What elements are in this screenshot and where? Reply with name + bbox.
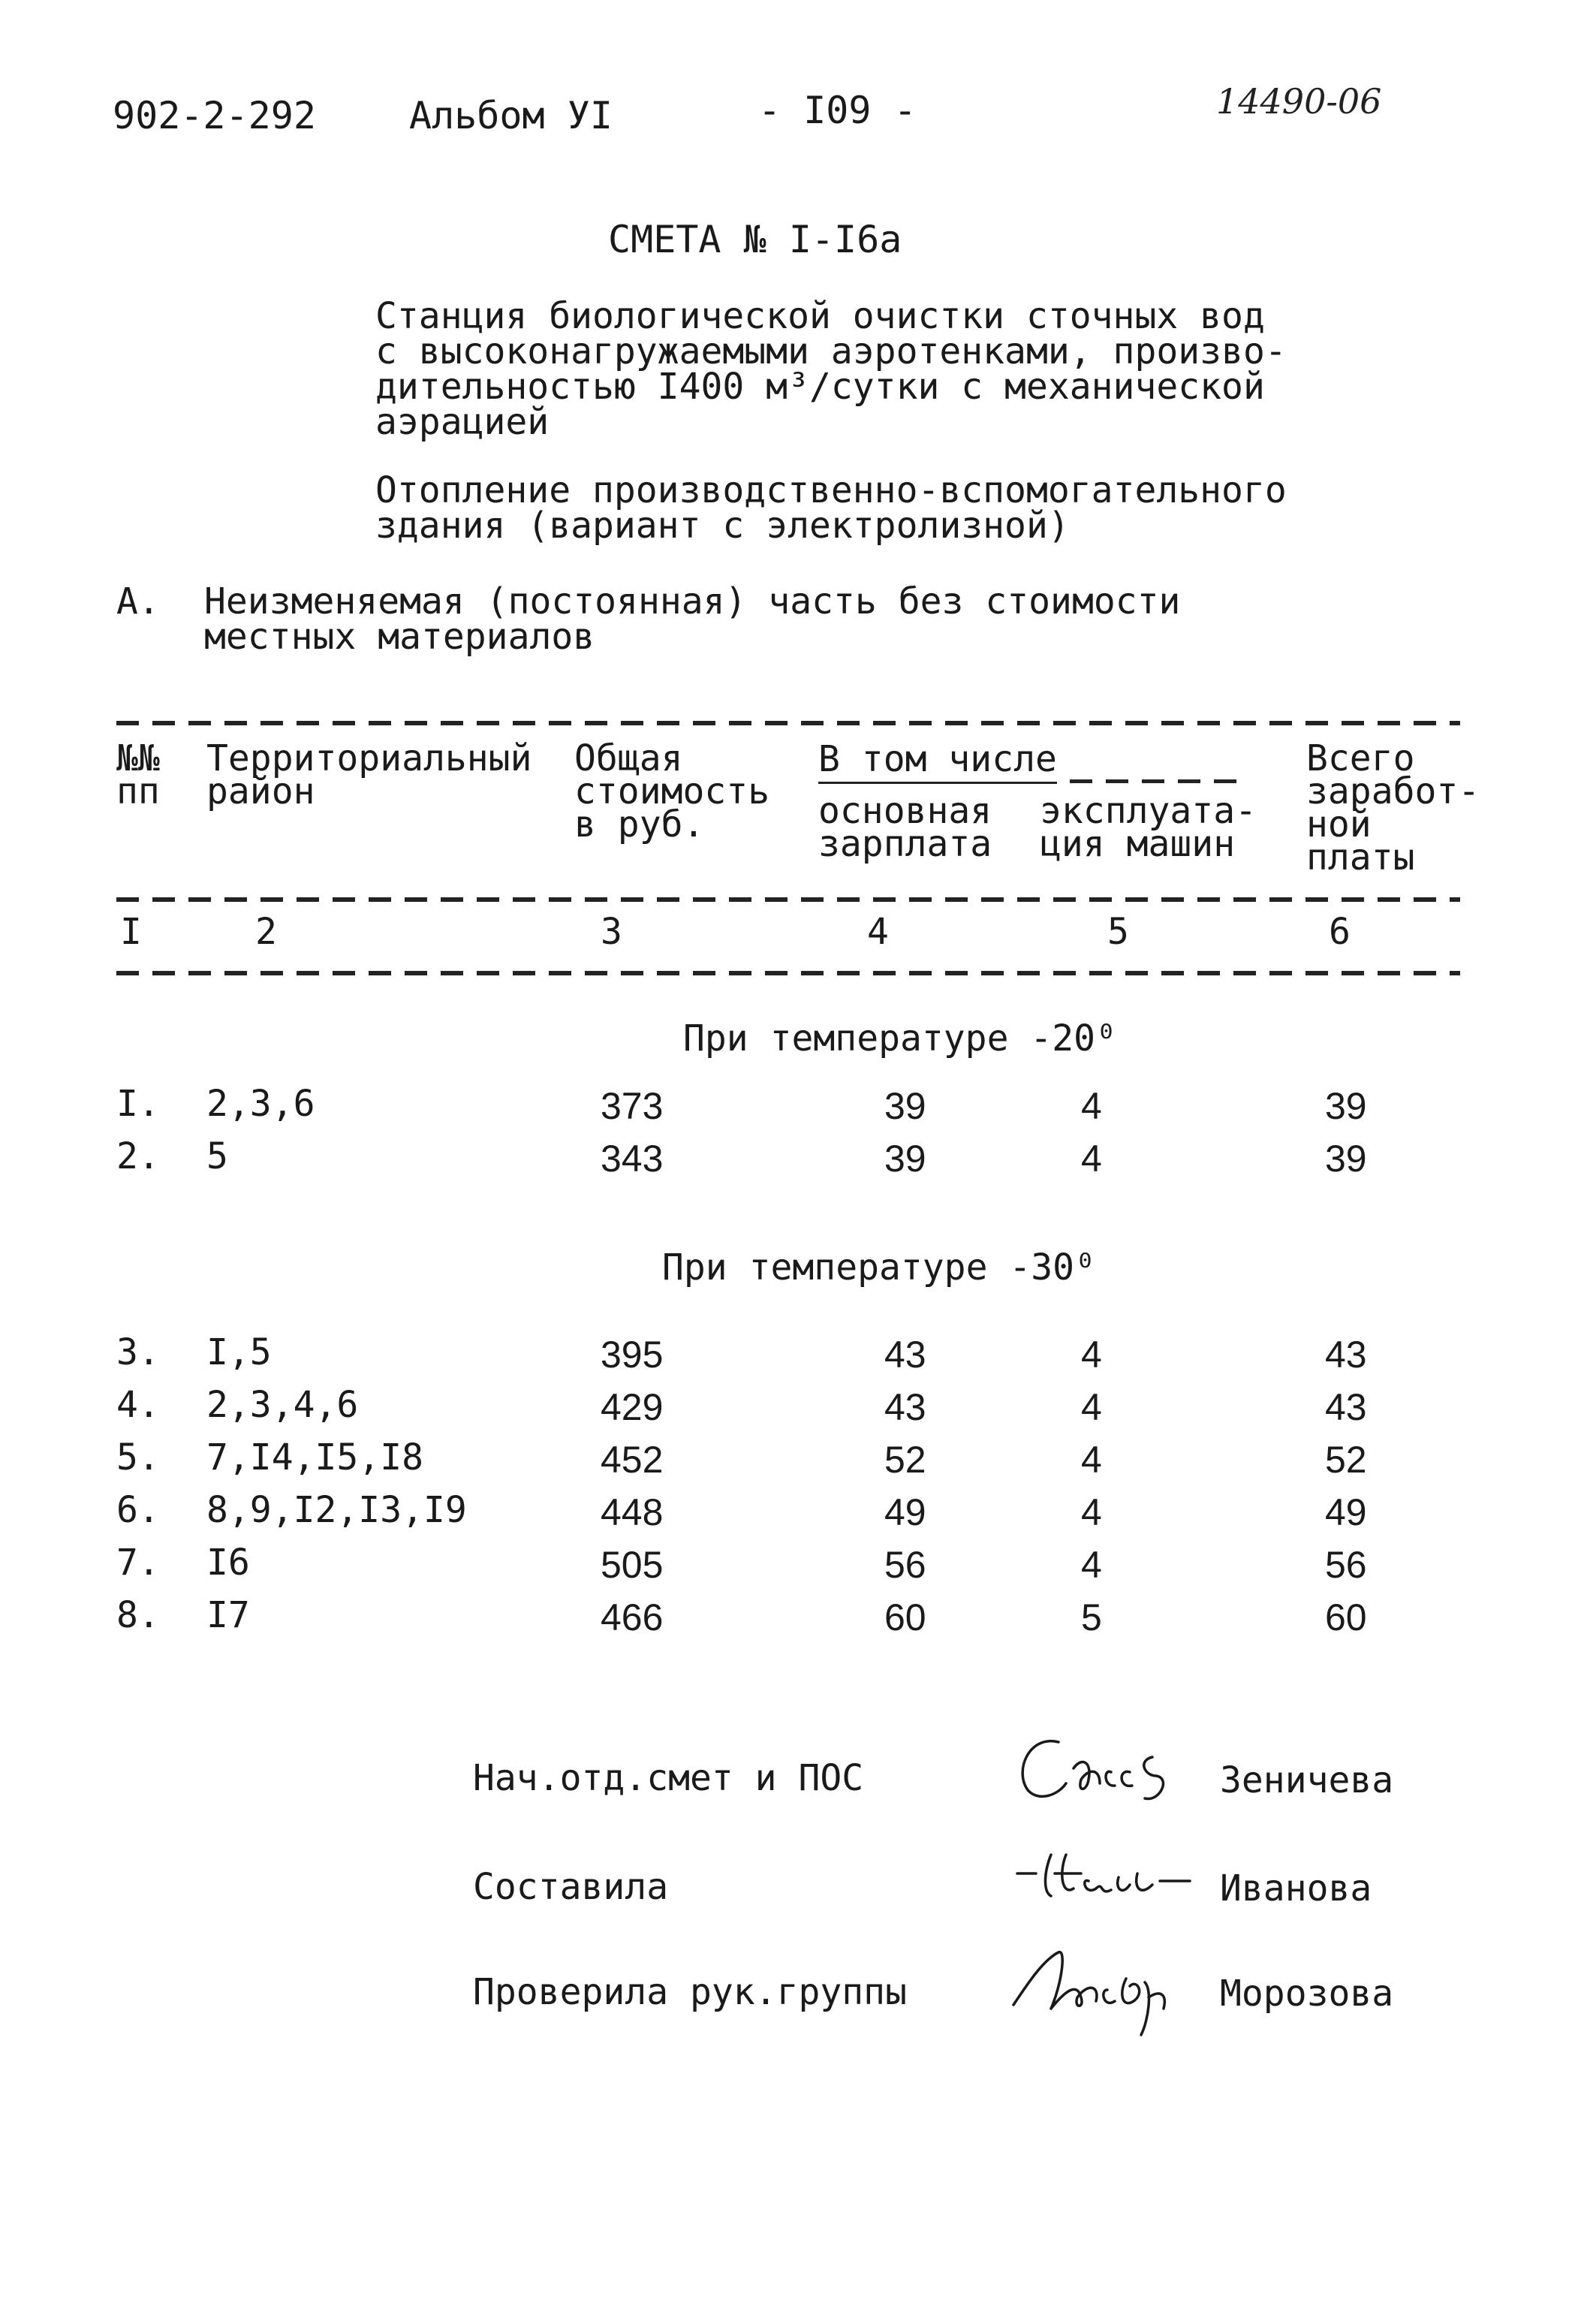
- colnum-6: 6: [1329, 911, 1351, 953]
- row-num: 3.: [116, 1331, 160, 1373]
- colnum-5: 5: [1107, 911, 1129, 953]
- signature-name-2: Иванова: [1220, 1867, 1372, 1910]
- signature-name-3: Морозова: [1220, 1973, 1394, 2015]
- header-region: Территориальный район: [206, 737, 532, 812]
- row-total: 505: [601, 1544, 664, 1586]
- row-total: 373: [601, 1085, 664, 1127]
- estimate-title: СМЕТА № I-I6а: [608, 218, 902, 261]
- header-group: [818, 738, 1057, 780]
- row-region: I,5: [206, 1331, 272, 1373]
- table-top-rule: [116, 721, 1460, 725]
- row-num: 6.: [116, 1489, 160, 1531]
- row-total: 452: [601, 1439, 664, 1481]
- row-machines: 4: [1081, 1544, 1102, 1586]
- row-wages: 56: [1325, 1544, 1367, 1586]
- row-machines: 4: [1081, 1138, 1102, 1180]
- row-total: 448: [601, 1491, 664, 1533]
- colnum-1: I: [120, 911, 142, 953]
- row-region: 8,9,I2,I3,I9: [206, 1489, 467, 1531]
- row-region: I6: [206, 1542, 250, 1584]
- header-salary: основная зарплата: [818, 790, 992, 865]
- row-salary: 56: [884, 1544, 926, 1586]
- row-salary: 43: [884, 1334, 926, 1376]
- station-description: Станция биологической очистки сточных вод с высоконагружаемыми аэротенками, произво- дительностью I400 м³/сутки с механической аэрацией: [375, 295, 1287, 443]
- row-region: 5: [206, 1135, 228, 1177]
- row-salary: 39: [884, 1085, 926, 1127]
- colnum-3: 3: [601, 911, 622, 953]
- handwritten-signature-2: [1010, 1843, 1205, 1911]
- album-label: Альбом УI: [409, 94, 613, 137]
- group-label-minus-30: При температуре -30⁰: [662, 1246, 1096, 1289]
- row-machines: 4: [1081, 1386, 1102, 1428]
- row-machines: 4: [1081, 1439, 1102, 1481]
- section-marker: А.: [116, 580, 160, 622]
- header-bottom-rule: [116, 897, 1460, 902]
- header-group-label: В том числе: [818, 738, 1057, 784]
- header-machines: эксплуата- ция машин: [1040, 790, 1257, 865]
- signature-role-1: Нач.отд.смет и ПОС: [473, 1757, 864, 1799]
- row-wages: 39: [1325, 1085, 1367, 1127]
- row-wages: 52: [1325, 1439, 1367, 1481]
- section-text: Неизменяемая (постоянная) часть без стоимости местных материалов: [204, 580, 1181, 658]
- doc-number: 902-2-292: [113, 94, 316, 137]
- row-machines: 4: [1081, 1334, 1102, 1376]
- column-numbers-rule: [116, 971, 1460, 975]
- row-total: 395: [601, 1334, 664, 1376]
- row-wages: 60: [1325, 1596, 1367, 1638]
- row-salary: 49: [884, 1491, 926, 1533]
- row-machines: 4: [1081, 1491, 1102, 1533]
- row-num: 8.: [116, 1594, 160, 1636]
- row-salary: 43: [884, 1386, 926, 1428]
- page-number: - I09 -: [758, 89, 917, 132]
- handwritten-signature-3: [998, 1937, 1216, 2042]
- colnum-2: 2: [255, 911, 277, 953]
- row-salary: 52: [884, 1439, 926, 1481]
- header-wages: Всего заработ- ной платы: [1306, 737, 1480, 879]
- header-total-cost: Общая стоимость в руб.: [574, 737, 770, 846]
- row-machines: 5: [1081, 1596, 1102, 1638]
- row-wages: 39: [1325, 1138, 1367, 1180]
- colnum-4: 4: [867, 911, 889, 953]
- row-salary: 60: [884, 1596, 926, 1638]
- row-num: 5.: [116, 1436, 160, 1478]
- row-total: 343: [601, 1138, 664, 1180]
- row-salary: 39: [884, 1138, 926, 1180]
- row-num: 7.: [116, 1542, 160, 1584]
- row-region: 2,3,6: [206, 1083, 315, 1125]
- row-region: 2,3,4,6: [206, 1384, 359, 1426]
- subtitle: Отопление производственно-вспомогательного здания (вариант с электролизной): [375, 469, 1287, 547]
- archive-code: 14490-06: [1216, 81, 1382, 122]
- row-region: 7,I4,I5,I8: [206, 1436, 423, 1478]
- handwritten-signature-1: [1006, 1727, 1201, 1810]
- row-region: I7: [206, 1594, 250, 1636]
- signature-name-1: Зеничева: [1220, 1759, 1394, 1801]
- signature-role-2: Составила: [473, 1866, 669, 1908]
- header-group-rule: [1070, 779, 1242, 783]
- row-total: 466: [601, 1596, 664, 1638]
- row-machines: 4: [1081, 1085, 1102, 1127]
- row-wages: 43: [1325, 1334, 1367, 1376]
- row-num: 4.: [116, 1384, 160, 1426]
- group-label-minus-20: При температуре -20⁰: [683, 1017, 1117, 1060]
- row-wages: 43: [1325, 1386, 1367, 1428]
- row-total: 429: [601, 1386, 664, 1428]
- header-num: №№ пп: [116, 737, 160, 812]
- row-num: I.: [116, 1083, 160, 1125]
- signature-role-3: Проверила рук.группы: [473, 1971, 907, 2013]
- row-wages: 49: [1325, 1491, 1367, 1533]
- row-num: 2.: [116, 1135, 160, 1177]
